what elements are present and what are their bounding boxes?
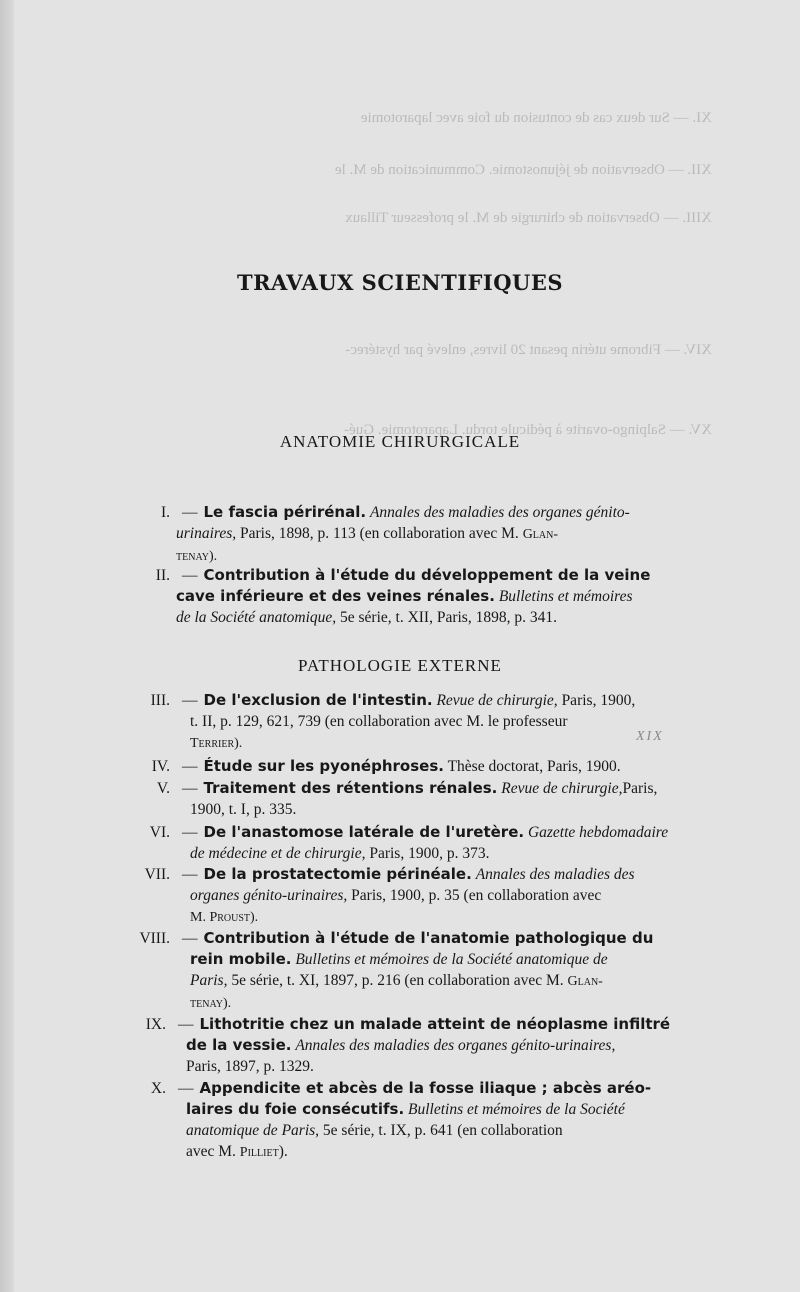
entry-number: IV. [151,758,170,775]
section-heading-pathologie: PATHOLOGIE EXTERNE [298,656,502,675]
entry-VII: VII. — De la prostatectomie périnéale. Annales des maladies des organes génito-urinaires, Paris, 1900, p. 35 (en collaboration avec M. Proust). [176,864,702,928]
entry-title: Le fascia périrénal. [203,503,367,521]
entry-title: Lithotritie chez un malade atteint de néoplasme infiltré [199,1015,671,1033]
entry-details: 5e série, t. XI, 1897, p. 216 (en collaboration avec M. [227,972,568,989]
entry-journal: Bulletins et mémoires de la Société [408,1101,625,1118]
entry-details: Paris, 1900, [557,692,636,709]
entry-title: De la prostatectomie périnéale. [203,865,472,883]
entry-title: cave inférieure et des veines rénales. [176,587,495,605]
bleed-through-text: XII. — Observation de jéjunostomie. Communication de M. le [334,162,712,178]
entry-title: De l'exclusion de l'intestin. [203,691,433,709]
entry-journal: anatomique de Paris, [186,1122,320,1139]
entry-number: IX. [145,1016,166,1033]
entry-journal: Bulletins et mémoires de la Société anatomique de [295,951,608,968]
page-edge [0,0,14,1292]
bleed-through-text: XIII. — Observation de chirurgie de M. le professeur Tillaux [345,210,712,226]
entry-details: t. II, p. 129, 621, 739 (en collaboration avec M. le professeur [190,713,568,730]
entry-V: V. — Traitement des rétentions rénales. Revue de chirurgie,Paris, 1900, t. I, p. 335. [176,778,702,820]
entry-title: Appendicite et abcès de la fosse iliaque ; abcès aréo- [199,1079,652,1097]
entry-number: III. [150,692,170,709]
entry-details: Paris, 1898, p. 113 (en collaboration avec M. [236,525,523,542]
entry-journal: de médecine et de chirurgie, [190,845,366,862]
entry-title: De l'anastomose latérale de l'uretère. [203,823,525,841]
entry-details: avec M. [186,1143,240,1160]
entry-title: laires du foie consécutifs. [186,1100,405,1118]
entry-details: ). [278,1143,288,1160]
entry-III: III. — De l'exclusion de l'intestin. Revue de chirurgie, Paris, 1900, t. II, p. 129, 621, 739 (en collaboration avec M. le professeur Terrier). [176,690,702,754]
entry-title: de la vessie. [186,1036,292,1054]
entry-details: Thèse doctorat, Paris, 1900. [447,758,621,775]
entry-VIII: VIII. — Contribution à l'étude de l'anatomie pathologique du rein mobile. Bulletins et mémoires de la Société anatomique de Paris, 5e série, t. XI, 1897, p. 216 (en collaboration avec M. Glan- tenay). [176,928,702,1014]
entry-number: VIII. [139,930,170,947]
section-heading-anatomie: ANATOMIE CHIRURGICALE [279,432,521,451]
entry-IV: IV. — Étude sur les pyonéphroses. Thèse doctorat, Paris, 1900. [176,756,702,777]
entry-author: tenay). [190,996,232,1011]
entry-journal: de la Société anatomique, [176,609,337,626]
entry-journal: Annales des maladies des organes génito- [369,504,630,521]
entry-details: 5e série, t. XII, Paris, 1898, p. 341. [336,609,557,626]
entry-details: 5e série, t. IX, p. 641 (en collaboration [319,1122,563,1139]
entry-journal: Gazette hebdomadaire [527,824,669,841]
entry-journal: Revue de chirurgie, [501,780,623,797]
entry-title: Étude sur les pyonéphroses. [203,757,444,775]
entry-author: Glan- [522,527,559,542]
entry-number: VI. [149,824,170,841]
entry-IX: IX. — Lithotritie chez un malade atteint de néoplasme infiltré de la vessie. Annales des maladies des organes génito-urinaires, Paris, 1897, p. 1329. [172,1014,702,1077]
entry-details: Paris, [622,780,658,797]
bleed-through-text: XIV. — Fibrome utérin pesant 20 livres, enlevé par hystérec- [345,342,712,358]
entry-number: I. [160,504,170,521]
entry-number: V. [156,780,170,797]
bleed-through-text: XI. — Sur deux cas de contusion du foie avec laparotomie [360,110,712,126]
entry-details: Paris, 1897, p. 1329. [186,1058,314,1075]
entry-X: X. — Appendicite et abcès de la fosse iliaque ; abcès aréo- laires du foie consécutifs. Bulletins et mémoires de la Société anatomique de Paris, 5e série, t. IX, p. 641 (en collaboration avec M. Pilliet). [172,1078,702,1163]
entry-journal: Revue de chirurgie, [436,692,558,709]
entry-VI: VI. — De l'anastomose latérale de l'uretère. Gazette hebdomadaire de médecine et de chirurgie, Paris, 1900, p. 373. [176,822,702,864]
entry-author: tenay). [176,549,218,564]
entry-title: Traitement des rétentions rénales. [203,779,498,797]
entry-title: Contribution à l'étude de l'anatomie pathologique du [203,929,654,947]
entry-details: 1900, t. I, p. 335. [190,801,297,818]
entry-number: VII. [144,866,170,883]
pencil-annotation: XIX [636,729,664,744]
entry-author: Terrier). [190,736,243,751]
entry-title: Contribution à l'étude du développement de la veine [203,566,651,584]
entry-journal: Annales des maladies des [475,866,635,883]
entry-I: I. — Le fascia périrénal. Annales des maladies des organes génito- urinaires, Paris, 1898, p. 113 (en collaboration avec M. Glan- tenay). [176,502,702,567]
entry-number: X. [150,1080,166,1097]
entry-number: II. [155,567,170,584]
bleed-through-text: XV. — Salpingo-ovarite à pédicule tordu. Laparotomie. Gué- [344,422,712,438]
entry-title: rein mobile. [190,950,292,968]
entry-details: Paris, 1900, p. 373. [365,845,490,862]
entry-journal: Paris, [190,972,228,989]
entry-author: Pilliet [239,1145,279,1160]
entry-details: Paris, 1900, p. 35 (en collaboration avec [347,887,602,904]
entry-journal: Bulletins et mémoires [498,588,633,605]
page-title: TRAVAUX SCIENTIFIQUES [236,270,564,295]
entry-author: M. Proust). [190,910,259,925]
entry-journal: urinaires, [176,525,237,542]
entry-II: II. — Contribution à l'étude du développement de la veine cave inférieure et des veines rénales. Bulletins et mémoires de la Société anatomique, 5e série, t. XII, Paris, 1898, p. 341. [176,565,702,628]
entry-author: Glan- [567,974,603,989]
entry-journal: Annales des maladies des organes génito-urinaires, [295,1037,616,1054]
entry-journal: organes génito-urinaires, [190,887,348,904]
